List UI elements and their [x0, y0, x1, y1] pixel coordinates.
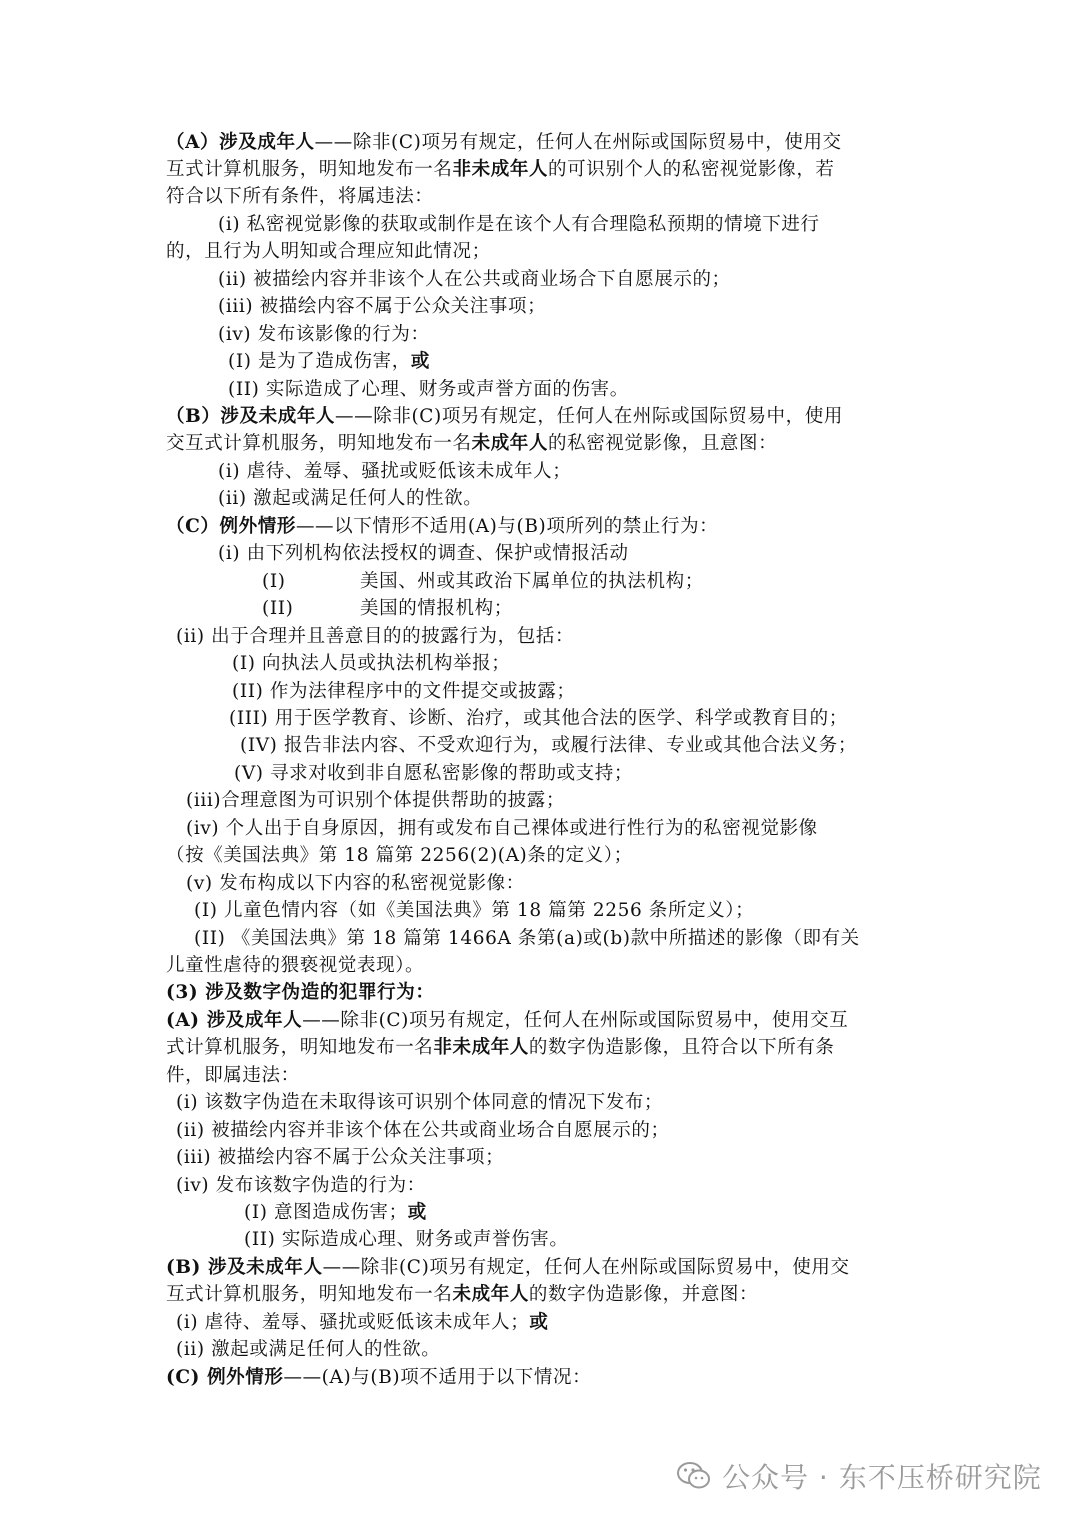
- item-c1-ii: (ii) 出于合理并且善意目的的披露行为，包括：: [176, 626, 575, 647]
- section-3-title: (3) 涉及数字伪造的犯罪行为：: [166, 982, 435, 1003]
- item-c1-i-II-num: (II): [262, 598, 294, 619]
- section-a1-heading: （A）涉及成年人: [166, 132, 315, 153]
- item-c1-ii-IV: (IV) 报告非法内容、不受欢迎行为，或履行法律、专业或其他合法义务；: [240, 735, 857, 756]
- section-3b-line-1: (B) 涉及未成年人——除非(C)项另有规定，任何人在州际或国际贸易中，使用交: [166, 1257, 850, 1278]
- item-c1-i-I-num: (I): [262, 571, 286, 592]
- item-c1-iii: (iii)合理意图为可识别个体提供帮助的披露；: [186, 790, 565, 811]
- item-a1-iv-II: (II) 实际造成了心理、财务或声誉方面的伤害。: [228, 379, 629, 400]
- item-c1-iv-cont: （按《美国法典》第 18 篇第 2256(2)(A)条的定义）；: [166, 845, 633, 866]
- item-3a-i: (i) 该数字伪造在未取得该可识别个体同意的情况下发布；: [176, 1092, 664, 1113]
- item-a1-iii: (iii) 被描绘内容不属于公众关注事项；: [218, 296, 547, 317]
- item-3a-iv-I: (I) 意图造成伤害；或: [244, 1202, 427, 1223]
- section-3a-line-1: (A) 涉及成年人——除非(C)项另有规定，任何人在州际或国际贸易中，使用交互: [166, 1010, 849, 1031]
- item-a1-i: (i) 私密视觉影像的获取或制作是在该个人有合理隐私预期的情境下进行: [218, 214, 820, 235]
- section-a1-line-2: 互式计算机服务，明知地发布一名非未成年人的可识别个人的私密视觉影像，若: [166, 159, 835, 180]
- item-c1-ii-V: (V) 寻求对收到非自愿私密影像的帮助或支持；: [234, 763, 633, 784]
- item-c1-i: (i) 由下列机构依法授权的调查、保护或情报活动: [218, 543, 629, 564]
- section-a1-line-1: （A）涉及成年人——除非(C)项另有规定，任何人在州际或国际贸易中，使用交: [166, 132, 842, 153]
- section-3c-heading: (C) 例外情形: [166, 1367, 284, 1388]
- item-a1-i-cont: 的，且行为人明知或合理应知此情况；: [166, 241, 491, 262]
- item-3b-i: (i) 虐待、羞辱、骚扰或贬低该未成年人；或: [176, 1312, 549, 1333]
- item-b1-ii: (ii) 激起或满足任何人的性欲。: [218, 488, 483, 509]
- item-c1-v-II-cont: 儿童性虐待的猥亵视觉表现）。: [166, 955, 425, 976]
- item-3a-iv-II: (II) 实际造成心理、财务或声誉伤害。: [244, 1229, 569, 1250]
- item-3a-iv: (iv) 发布该数字伪造的行为：: [176, 1175, 426, 1196]
- item-a1-iv: (iv) 发布该影像的行为：: [218, 324, 430, 345]
- item-c1-v-II: (II) 《美国法典》第 18 篇第 1466A 条第(a)或(b)款中所描述的影像（即有关: [194, 928, 860, 949]
- section-3c-line-1: (C) 例外情形——(A)与(B)项不适用于以下情况：: [166, 1367, 592, 1388]
- section-3b-heading: (B) 涉及未成年人: [166, 1257, 323, 1278]
- item-3a-iii: (iii) 被描绘内容不属于公众关注事项；: [176, 1147, 505, 1168]
- item-3a-ii: (ii) 被描绘内容并非该个体在公共或商业场合自愿展示的；: [176, 1120, 670, 1141]
- section-b1-line-1: （B）涉及未成年人——除非(C)项另有规定，任何人在州际或国际贸易中，使用: [166, 406, 843, 427]
- section-c1-heading: （C）例外情形: [166, 516, 296, 537]
- watermark: [676, 1456, 1042, 1496]
- section-c1-line-1: （C）例外情形——以下情形不适用(A)与(B)项所列的禁止行为：: [166, 516, 719, 537]
- item-c1-iv: (iv) 个人出于自身原因，拥有或发布自己裸体或进行性行为的私密视觉影像: [186, 818, 818, 839]
- watermark-text: 公众号 · 东不压桥研究院: [722, 1461, 1042, 1494]
- item-c1-i-II-text: 美国的情报机构；: [360, 598, 513, 619]
- section-3a-line-3: 件，即属违法：: [166, 1065, 300, 1086]
- item-c1-v: (v) 发布构成以下内容的私密视觉影像：: [186, 873, 525, 894]
- item-c1-ii-I: (I) 向执法人员或执法机构举报；: [232, 653, 511, 674]
- section-3b-line-2: 互式计算机服务，明知地发布一名未成年人的数字伪造影像，并意图：: [166, 1284, 759, 1305]
- item-3b-ii: (ii) 激起或满足任何人的性欲。: [176, 1339, 441, 1360]
- item-c1-ii-III: (III) 用于医学教育、诊断、治疗，或其他合法的医学、科学或教育目的；: [229, 708, 848, 729]
- wechat-icon: [676, 1460, 712, 1492]
- item-a1-iv-I: (I) 是为了造成伤害，或: [228, 351, 430, 372]
- item-a1-ii: (ii) 被描绘内容并非该个人在公共或商业场合下自愿展示的；: [218, 269, 731, 290]
- section-3a-line-2: 式计算机服务，明知地发布一名非未成年人的数字伪造影像，且符合以下所有条: [166, 1037, 835, 1058]
- item-c1-ii-II: (II) 作为法律程序中的文件提交或披露；: [232, 681, 576, 702]
- section-b1-heading: （B）涉及未成年人: [166, 406, 336, 427]
- item-c1-i-I-text: 美国、州或其政治下属单位的执法机构；: [360, 571, 704, 592]
- section-b1-line-2: 交互式计算机服务，明知地发布一名未成年人的私密视觉影像，且意图：: [166, 433, 778, 454]
- section-3a-heading: (A) 涉及成年人: [166, 1010, 303, 1031]
- item-c1-v-I: (I) 儿童色情内容（如《美国法典》第 18 篇第 2256 条所定义）；: [194, 900, 755, 921]
- item-b1-i: (i) 虐待、羞辱、骚扰或贬低该未成年人；: [218, 461, 572, 482]
- section-a1-line-3: 符合以下所有条件，将属违法：: [166, 186, 434, 207]
